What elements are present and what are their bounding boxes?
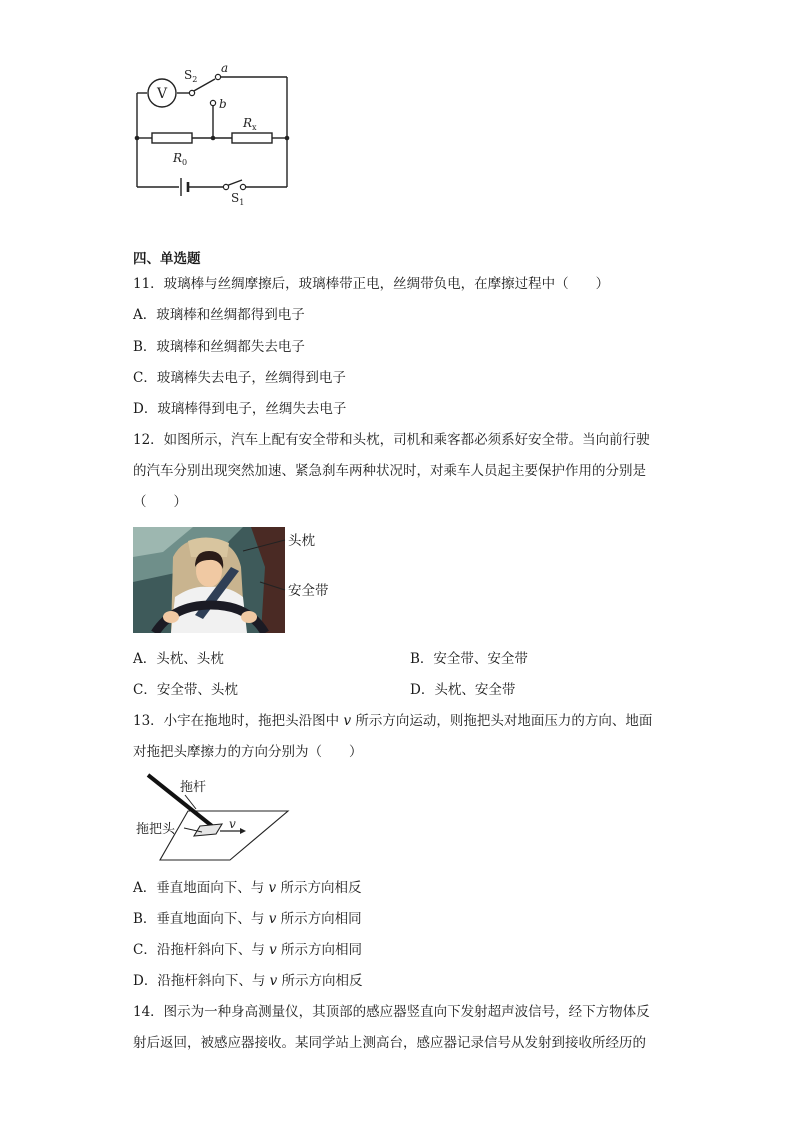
q13-option-a[interactable]: [133, 880, 361, 896]
q12-stem-line1: 12．如图所示，汽车上配有安全带和头枕，司机和乘客都必须系好安全带。当向前行驶: [133, 432, 650, 448]
label-headrest: 头枕: [288, 533, 315, 549]
q12-option-a[interactable]: A．头枕、头枕: [133, 651, 224, 667]
q13-option-c[interactable]: [133, 942, 362, 958]
q11-option-a[interactable]: A．玻璃棒和丝绸都得到电子: [133, 307, 305, 323]
r0-subscript: 0: [182, 158, 188, 167]
s2-label: S: [184, 68, 193, 82]
q13-option-d[interactable]: [133, 973, 363, 989]
q11-option-c[interactable]: C．玻璃棒失去电子，丝绸得到电子: [133, 370, 346, 386]
opt-c-v: v: [269, 942, 277, 958]
mop-diagram: [130, 770, 300, 870]
s2-subscript: 2: [192, 75, 198, 84]
label-mop-pole: 拖杆: [180, 780, 207, 795]
opt-a-pre: A．垂直地面向下、与: [133, 880, 269, 896]
opt-d-v: v: [269, 973, 278, 989]
terminal-a-label: a: [221, 61, 229, 75]
q13-option-b[interactable]: [133, 911, 362, 927]
rx-subscript: x: [252, 123, 257, 132]
opt-b-post: 所示方向相同: [276, 911, 362, 927]
q11-option-d[interactable]: D．玻璃棒得到电子，丝绸失去电子: [133, 401, 347, 417]
q11-option-b[interactable]: B．玻璃棒和丝绸都失去电子: [133, 339, 305, 355]
opt-b-v: v: [268, 911, 277, 927]
opt-b-pre: B．垂直地面向下、与: [133, 911, 269, 927]
opt-a-v: v: [268, 880, 277, 896]
q13-stem-post: 所示方向运动，则拖把头对地面压力的方向、地面: [351, 713, 653, 729]
q12-option-d[interactable]: D．头枕、安全带: [410, 682, 516, 698]
terminal-b-label: b: [219, 97, 227, 111]
q13-stem-pre: 13．小宇在拖地时，拖把头沿图中: [133, 713, 344, 729]
opt-c-pre: C．沿拖杆斜向下、与: [133, 942, 270, 958]
rx-label: R: [243, 116, 253, 130]
label-seatbelt: 安全带: [288, 583, 329, 599]
s1-subscript: 1: [239, 198, 245, 207]
opt-d-post: 所示方向相反: [277, 973, 363, 989]
q12-stem-line2: 的汽车分别出现突然加速、紧急刹车两种状况时，对乘车人员起主要保护作用的分别是: [133, 463, 646, 479]
q13-stem-line1: [133, 713, 652, 729]
q11-stem: 11．玻璃棒与丝绸摩擦后，玻璃棒带正电，丝绸带负电，在摩擦过程中（ ）: [133, 276, 610, 292]
q13-stem-line2: 对拖把头摩擦力的方向分别为（ ）: [133, 744, 363, 760]
q12-option-b[interactable]: B．安全带、安全带: [410, 651, 528, 667]
opt-c-post: 所示方向相同: [276, 942, 363, 958]
s1-label: S: [231, 191, 240, 205]
r0-label: R: [173, 151, 183, 165]
q14-stem-line1: 14．图示为一种身高测量仪，其顶部的感应器竖直向下发射超声波信号，经下方物体反: [133, 1004, 650, 1020]
section-title: 四、单选题: [133, 251, 201, 267]
voltmeter-label: V: [156, 86, 168, 102]
q12-option-c[interactable]: C．安全带、头枕: [133, 682, 238, 698]
opt-a-post: 所示方向相反: [276, 880, 362, 896]
opt-d-pre: D．沿拖杆斜向下、与: [133, 973, 270, 989]
label-v: v: [229, 817, 236, 831]
q14-stem-line2: 射后返回，被感应器接收。某同学站上测高台，感应器记录信号从发射到接收所经历的: [133, 1035, 646, 1051]
label-mop-head: 拖把头: [136, 822, 176, 837]
q12-stem-line3: （ ）: [133, 494, 187, 510]
q13-stem-v: v: [343, 713, 352, 729]
